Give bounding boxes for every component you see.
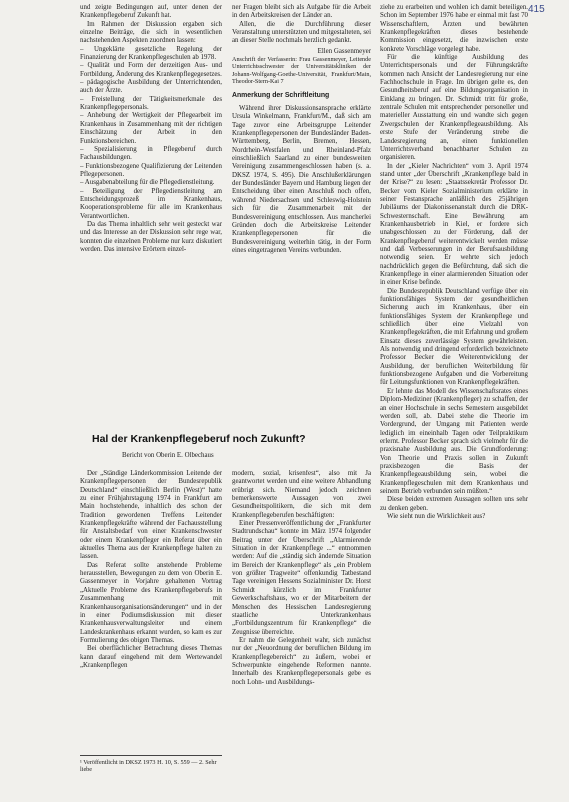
paragraph: Bei oberflächlicher Betrachtung dieses Themas kann darauf eingehend mit dem Wertewandel „Krankenpflegen	[80, 645, 222, 669]
paragraph: In der „Kieler Nachrichten“ vom 3. April 1974 stand unter „der Überschrift „Krankenpflege bald in der Krise?“ zu lesen: „Staatssekretär Professor Dr. Becker vom Kieler Sozialministerium erklärte in seiner Festansprache anläßlich des 25jährigen Jubiläums der Diakonissenanstalt durch die DRK-Schwesternschaft. Eine Bewährung am Krankenhausbetrieb in Kiel, er fordere sich unabgeschlossen zu der Förderung, daß der Krankenpflegeberuf weiterentwickelt werden müsse und daß Verbesserungen in der Berufsausbildung notwendig seien. Er wehrte sich jedoch nachdrücklich gegen die Befürchtung, daß sich die Krankenpflege in einer alarmierenden Situation oder in einer Krise befinde.	[380, 162, 528, 287]
bottom-column-1	[80, 470, 222, 745]
paragraph: Für die künftige Ausbildung des Unterrichtspersonals und der Führungskräfte kommen nach Ansicht der Landesregierung nur eine Fachhochschule in Frage. Im übrigen gelte es, den Gesundheitsberuf auf eine Bildungsorganisation in Einklang zu bringen. Dr. Schmidt tritt für große, zentrale Schulen mit entsprechender personeller und materieller Ausstattung ein und wandte sich gegen Zwergschulen der Krankenpflegeausbildung. Als erste Stufe der Veränderung strebe die Landesregierung an, einen funktionellen Unterrichtsverband benachbarter Schulen zu organisieren.	[380, 54, 528, 162]
paragraph: Er lehnte das Modell des Wissenschaftsrates eines Diplom-Mediziner (Krankenpfleger) zu schaffen, der an einer Hochschule in sechs Semestern ausgebildet werden soll, ab. Dabei stehe die Theorie im Vordergrund, der Umgang mit Patienten werde lediglich im eineinhalb Tagen oder Teilpraktikum erlernt. Professor Becker sprach sich vielmehr für die praxisnahe Ausbildung aus. Die Grundforderung: Von Theorie und Praxis sollen in Zukunft praxisbezogen die Basis der Krankenpflegeausbildung sein, wobei die Krankenpflegeschulen mit dem Krankenhaus und seinem Betrieb verbunden sein müßten.“	[380, 387, 528, 495]
paragraph: ziehe zu erarbeiten und wohlen ich damit beteiligen. Schon im September 1976 habe er einmal mit fast 70 Wissenschaftlern, Ärzten und bewährten Krankenpflegekräften dieses bestehende Kommission eingesetzt, die inzwischen erste konkrete Vorschläge vorgelegt habe.	[380, 4, 528, 53]
paragraph: Allen, die die Durchführung dieser Veranstaltung unterstützten und mitgestalteten, sei an dieser Stelle nochmals herzlich gedankt.	[232, 20, 371, 45]
list-item: – Spezialisierung in Pflegeberuf durch Fachausbildungen.	[80, 145, 222, 162]
article-headline: Hal der Krankenpflegeberuf noch Zukunft?	[92, 433, 306, 445]
paragraph: modern, sozial, krisenfest“, also mit Ja geantwortet werden und eine weitere Abhandlung erübrigt sich. Niemand jedoch zeichnen bemerkenswerte Aussagen von zwei Gesundheitspolitikern, die sich mit dem Krankenpflegeberufen beschäftigten:	[232, 470, 371, 519]
list-item: – Ausgabenabteilung für die Pflegedienstleitung.	[80, 179, 215, 187]
paragraph: Diese beiden extremen Aussagen sollten uns sehr zu denken geben.	[380, 496, 528, 512]
paragraph: Einer Pressenveröffentlichung der „Frankfurter Stadtrundschau“ konnte im März 1974 folgender Beitrag unter der Überschrift „Alarmierende Situation in der Krankenpflege ...“ entnommen werden: Auf die „ständig sich ändernde Situation im Bereich der Krankenpflege“ als „ein Problem von größter Tragweite“ offenkundig Tatbestand Tage vereinigen Hessens Sozialminister Dr. Horst Schmidt kürzlich im Frankfurter Gewerkschaftshaus, wo er der Mitarbeitern der Menschen des Hessischen Landesregierung staatliche Unterkrankenhaus „Fortbildungszentrum für Krankenpflege“ die Zeugnisse überreichte.	[232, 520, 371, 636]
paragraph: Er nahm die Gelegenheit wahr, sich zunächst nur der „Neuordnung der beruflichen Bildung im Krankenpflegebereich“ zu äußern, wobei er Schwerpunkte eingehende Reformen nannte. Innerhalb des Krankenpflegepersonals gebe es noch Lohn- und Ausbildungs-	[232, 636, 371, 686]
list-item: – Freistellung der Tätigkeitsmerkmale des Krankenpflegepersonals.	[80, 95, 222, 112]
author-address: Anschrift der Verfasserin: Frau Gassenmeyer, Leitende Unterrichtsschwester der Universitätskliniken der Johann-Wolfgang-Goethe-Universität, Frankfurt/Main, Theodor-Stern-Kai 7	[232, 56, 371, 86]
list-item: – Beteiligung der Pflegedienstleitung am Entscheidungsprozeß im Krankenhaus, Kooperationsprobleme für alle im Krankenhaus Verantwortlichen.	[80, 187, 222, 220]
paragraph: Da das Thema inhaltlich sehr weit gesteckt war und das Interesse an der Diskussion sehr rege war, konnten die einzelnen Probleme nur kurz diskutiert werden. Das intensive Erörtern einzel-	[80, 220, 222, 253]
author-signature: Ellen Gassenmeyer	[317, 47, 371, 55]
top-column-2	[232, 4, 371, 359]
paragraph: Der „Ständige Länderkommission Leitende der Krankenpflegepersonen der Bundesrepublik Deutschland“ einschließlich Berlin (West)“ hatte zu einer Frühjahrstagung 1974 in Frankfurt am Main hochstehende, inhaltlich des schon der Tradition gewordenen Treffens Leitender Krankenpflegekräfte während der Fachausstellung für Anstaltsbedarf von einer Krankenschwester oder einem Krankenpfleger ein Referat über ein aktuelles Thema aus der Krankenpflege halten zu lassen.	[80, 470, 222, 561]
paragraph: Die Bundesrepublik Deutschland verfüge über ein funktionsfähiges System der gesundheitlichen Sicherung auch im Krankenhaus, über ein funktionsfähiges System der Krankenpflege und schließlich über eine Vielzahl von Krankenpflegekräften, die mit Erfahrung und großem Einsatz dieses zuverlässige System gewährleisten. Als notwendig und dringend erforderlich bezeichnete Professor Becker die Weiterentwicklung der Ausbildung, der beruflichen Weiterbildung für funktionsbezogene Aufgaben und die Vorbereitung für Leitungsfunktionen von Krankenpflegekräften.	[380, 287, 528, 387]
paragraph: und zeigte Bedingungen auf, unter denen der Krankenpflegeberuf Zukunft hat.	[80, 4, 222, 20]
list-item: – Anhebung der Wertigkeit der Pflegearbeit im Krankenhaus in Zusammenhang mit der richtigen Einschätzung der Arbeit in den Funktionsbereichen.	[80, 112, 222, 145]
paragraph: Das Referat sollte anstehende Probleme herausstellen, Bewegungen zu dem von Oberin E. Gassenmeyer in Vorjahre gehaltenen Vortrag „Aktuelle Probleme des Krankenpflegeberufs in Zusammenhang mit Krankenhausorganisationsänderungen“ und in der in einer Podiumsdiskussion mit dieser Krankenhausverwaltungsleiter und einem Landeskrankenhaus erkannt wurden, so kam es zur Formulierung des obigen Themas.	[80, 561, 222, 644]
article-byline: Bericht von Oberin E. Olbechaus	[122, 452, 214, 459]
bottom-column-2	[232, 470, 371, 790]
top-column-1	[80, 4, 222, 359]
right-column	[380, 4, 528, 779]
footnote: ¹ Veröffentlicht in DKSZ 1973 H. 10, S. 559 — 2. Sehr liebe	[80, 755, 222, 774]
list-item: – Funktionsbezogene Qualifizierung der Leitenden Pflegepersonen.	[80, 162, 222, 178]
paragraph: Im Rahmen der Diskussion ergaben sich einzelne Beiträge, die sich in wesentlichen nachstehenden Aspekten zuordnen lassen:	[80, 20, 222, 45]
list-item: – pädagogische Ausbildung der Unterrichtenden, auch der Ärzte.	[80, 79, 222, 95]
paragraph: ner Fragen bleibt sich als Aufgabe für die Arbeit in den Arbeitskreisen der Länder an.	[232, 4, 371, 20]
subheading: Anmerkung der Schriftleitung	[232, 91, 330, 99]
list-item: – Ungeklärte gesetzliche Regelung der Finanzierung der Krankenpflegeschulen ab 1978.	[80, 45, 222, 62]
paragraph: Während ihrer Diskussionsansprache erklärte Ursula Winkelmann, Frankfurt/M., daß sich am Tage zuvor eine Arbeitsgruppe Leitender Krankenpflegepersonen der Bundesländer Baden-Württemberg, Berlin, Bremen, Hessen, Nordrhein-Westfalen und Rheinland-Pfalz einschließlich Saarland zu einer bundesweiten Vereinigung zusammengeschlossen haben (s. a. DKSZ 1974, S. 495). Die Anschlußerklärungen der Bundesländer Bayern und Hamburg liegen der Entscheidung über einen Anschluß noch offen, während Niedersachsen und Schleswig-Holstein sich für die Zusammenarbeit mit der Bundesvereinigung entschlossen. Aus mancherlei Gründen doch die Arbeitskreise Leitender Krankenpflegepersonen für die Bundesvereinigung weiterhin tätig, in der Form eines eingetragenen Vereins verbunden.	[232, 105, 371, 254]
paragraph: Wie sieht nun die Wirklichkeit aus?	[387, 512, 486, 520]
page-number: 415	[528, 4, 545, 15]
list-item: – Qualität und Form der derzeitigen Aus- und Fortbildung, Änderung des Krankenpflegegesetzes.	[80, 62, 222, 78]
